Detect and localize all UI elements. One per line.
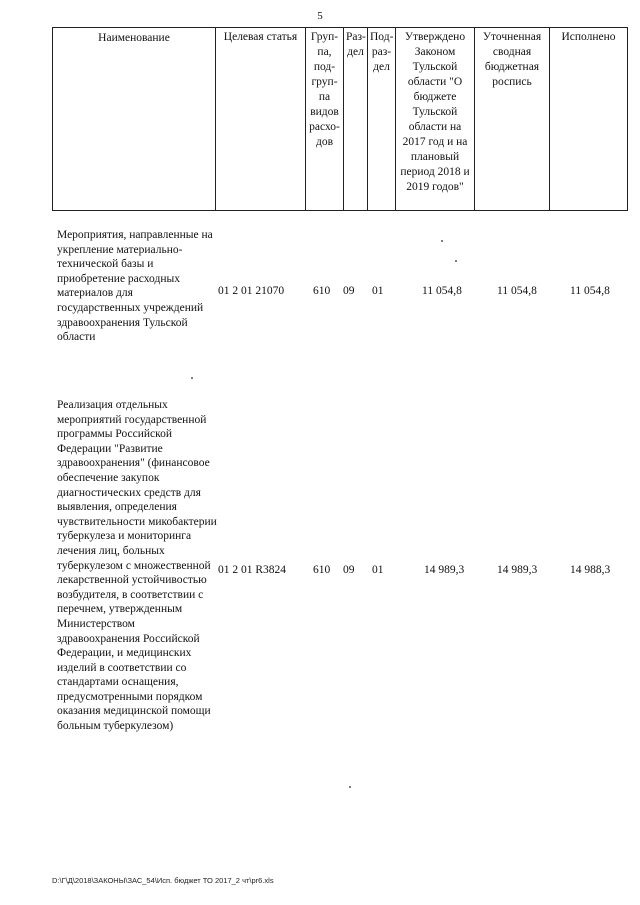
- header-table: [52, 27, 628, 211]
- row-approved: 11 054,8: [422, 285, 462, 297]
- header-refined: Уточненная сводная бюджетная роспись: [475, 28, 550, 211]
- row-section: 09: [343, 564, 355, 576]
- row-name: Мероприятия, направленные на укрепление материально-технической базы и приобретение расходных материалов для государственных учреждений здравоохранения Тульской области: [57, 229, 213, 344]
- row-refined: 11 054,8: [497, 285, 537, 297]
- row-target: 01 2 01 R3824: [218, 564, 287, 576]
- page-number: 5: [317, 10, 323, 22]
- row-name: Реализация отдельных мероприятий государственной программы Российской Федерации "Развитие здравоохранения" (финансовое обеспечение закупок диагностических средств для выявления, определения чувствительности микобактерии туберкулеза и мониторинга лечения лиц, больных туберкулезом с множественной лекарственной устойчивостью возбудителя, в соответствии с перечнем, утвержденным Министерством здравоохранения Российской Федерации, и медицинских изделий в соответствии со стандартами оснащения, предусмотренными порядком оказания медицинской помощи больным туберкулезом): [57, 399, 217, 733]
- scan-speck: [455, 260, 457, 262]
- header-group: Груп-па, под-груп-па видов расхо-дов: [306, 28, 344, 211]
- scan-speck: [191, 377, 193, 379]
- row-group: 610: [313, 564, 331, 576]
- row-section: 09: [343, 285, 355, 297]
- row-refined: 14 989,3: [497, 564, 538, 576]
- row-subsection: 01: [372, 285, 384, 297]
- header-approved: Утверждено Законом Тульской области "О бюджете Тульской области на 2017 год и на плановый период 2018 и 2019 годов": [396, 28, 475, 211]
- scan-speck: [349, 786, 351, 788]
- header-name: Наименование: [53, 28, 216, 211]
- row-executed: 14 988,3: [570, 564, 611, 576]
- row-target: 01 2 01 21070: [218, 285, 285, 297]
- row-executed: 11 054,8: [570, 285, 610, 297]
- footer-file-path: D:\Г\Д\2018\ЗАКОНЫ\ЗАС_54\Исп. бюджет ТО 2017_2 чт\pr6.xls: [52, 876, 274, 885]
- header-target: Целевая статья: [216, 28, 306, 211]
- scan-speck: [441, 240, 443, 242]
- header-subsection: Под-раз-дел: [368, 28, 396, 211]
- row-approved: 14 989,3: [424, 564, 465, 576]
- row-subsection: 01: [372, 564, 384, 576]
- header-section: Раз-дел: [344, 28, 368, 211]
- header-executed: Исполнено: [550, 28, 628, 211]
- row-group: 610: [313, 285, 331, 297]
